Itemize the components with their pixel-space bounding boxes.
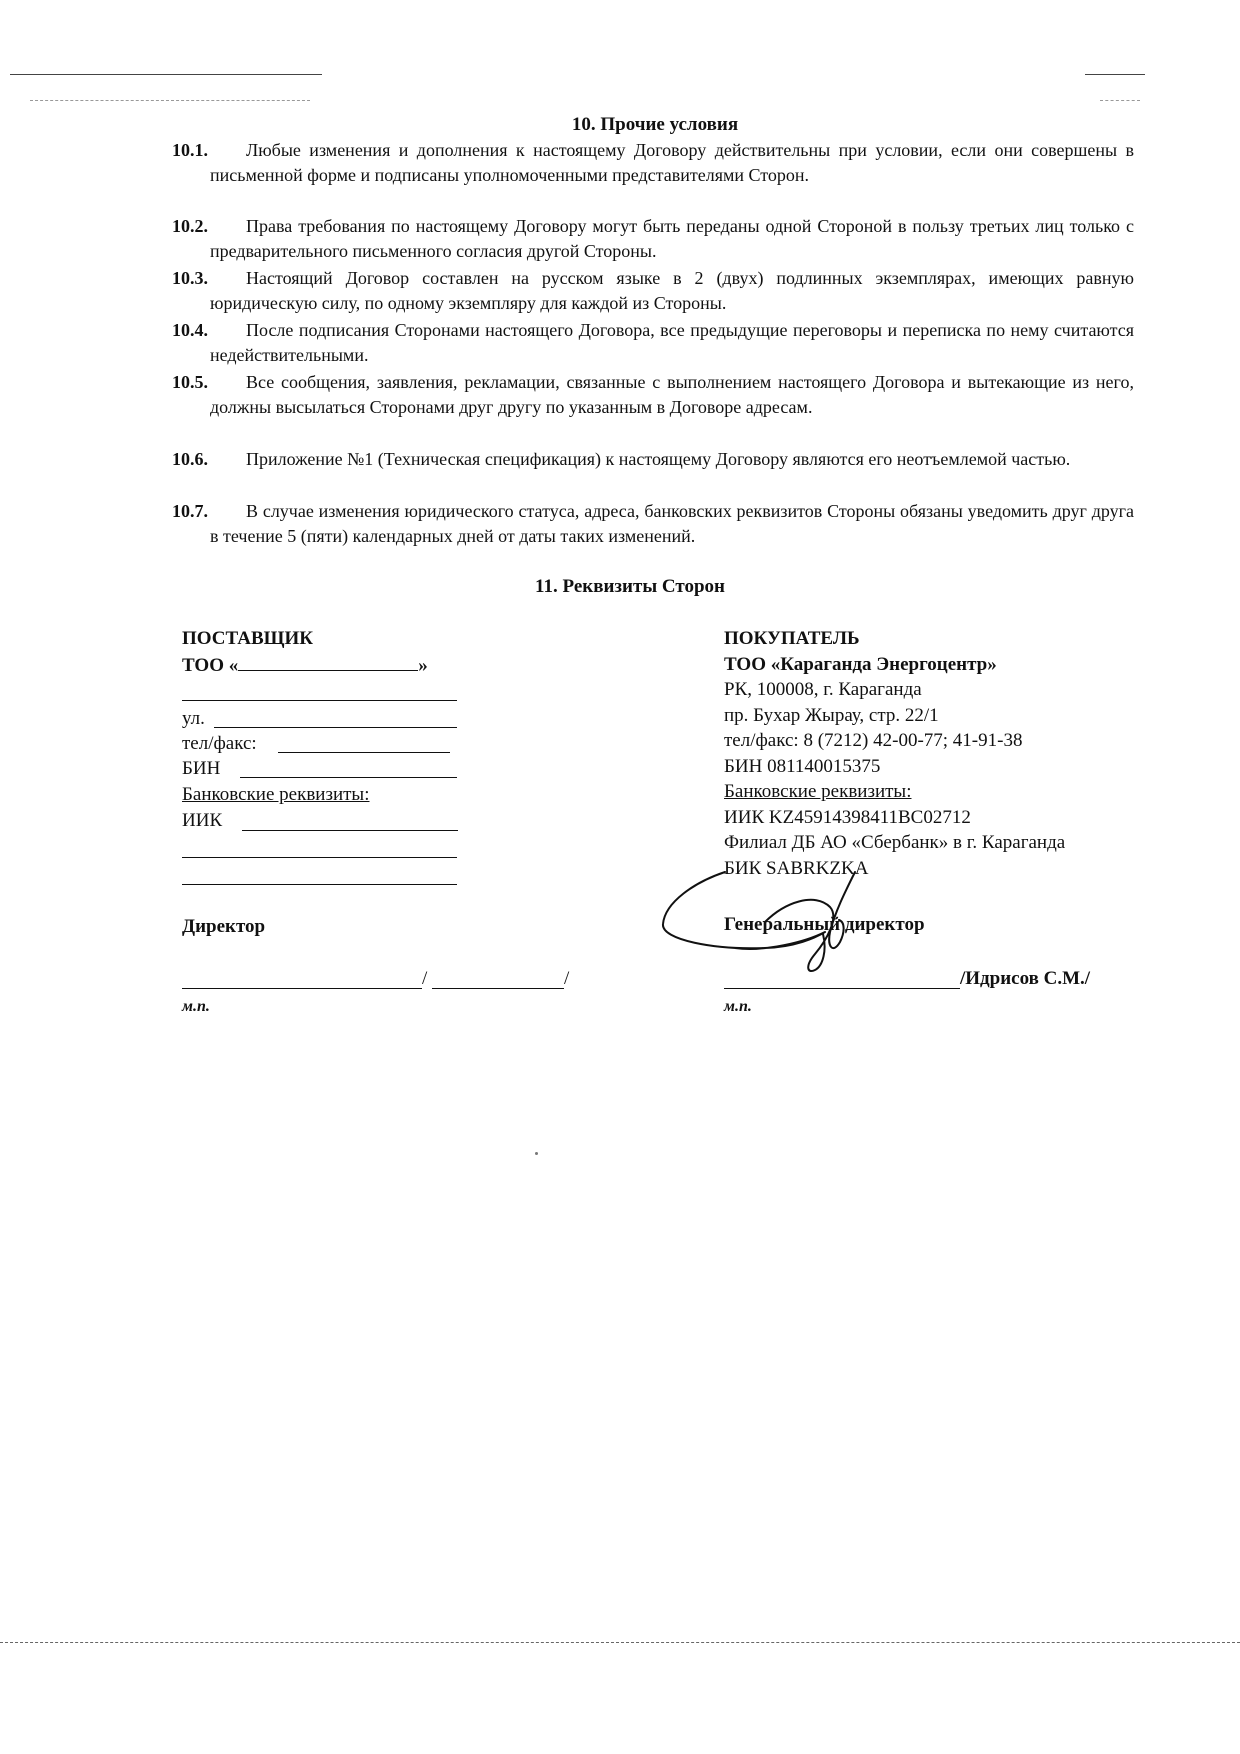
scan-artifact-line <box>0 1642 1240 1643</box>
phone-label: тел/факс: <box>182 733 257 754</box>
blank-line <box>182 700 457 701</box>
phone-field[interactable] <box>278 752 450 753</box>
supplier-iik-row <box>182 808 222 834</box>
clause-10-6 <box>172 447 1134 472</box>
buyer-phone: тел/факс: 8 (7212) 42-00-77; 41-91-38 <box>724 730 1023 751</box>
bin-label: БИН <box>182 758 221 779</box>
blank-line <box>182 857 457 858</box>
buyer-address-line2: пр. Бухар Жырау, стр. 22/1 <box>724 704 939 726</box>
clause-number: 10.3. <box>172 268 208 288</box>
clause-10-3 <box>172 266 1134 315</box>
clause-10-1 <box>172 138 1134 187</box>
company-suffix: » <box>418 654 428 676</box>
buyer-bik: БИК SABRKZKA <box>724 857 869 879</box>
blank-line <box>182 884 457 885</box>
buyer-signer: /Идрисов С.М./ <box>960 968 1091 989</box>
supplier-street-row <box>182 706 205 732</box>
clause-text: Любые изменения и дополнения к настоящему Договору действительны при условии, если они совершены в письменной форме и подписаны уполномоченными представителями Сторон. <box>210 140 1134 185</box>
clause-text: В случае изменения юридического статуса, адреса, банковских реквизитов Стороны обязаны уведомить друг друга в течение 5 (пяти) календарных дней от даты таких изменений. <box>210 501 1134 546</box>
buyer-director-label: Генеральный директор <box>724 914 925 935</box>
scan-artifact-line <box>10 74 322 75</box>
supplier-bin-row <box>182 756 220 782</box>
clause-number: 10.4. <box>172 320 208 340</box>
supplier-phone-row <box>182 731 257 757</box>
buyer-branch: Филиал ДБ АО «Сбербанк» в г. Караганда <box>724 832 1066 853</box>
buyer-company: ТОО «Караганда Энергоцентр» <box>724 653 997 675</box>
supplier-name-line[interactable] <box>432 988 564 989</box>
company-prefix: ТОО « <box>182 654 239 676</box>
buyer-heading: ПОКУПАТЕЛЬ <box>724 628 860 649</box>
clause-number: 10.6. <box>172 449 208 469</box>
scan-artifact-line <box>30 100 310 101</box>
scan-artifact-line <box>1100 100 1140 101</box>
clause-number: 10.2. <box>172 216 208 236</box>
handwritten-signature <box>655 862 965 982</box>
supplier-signature-line[interactable] <box>182 988 422 989</box>
supplier-heading: ПОСТАВЩИК <box>182 628 314 649</box>
street-label: ул. <box>182 708 205 729</box>
iik-label: ИИК <box>182 810 223 831</box>
sig-slash: / <box>564 968 570 989</box>
company-name-field[interactable] <box>238 652 418 671</box>
buyer-bank-label: Банковские реквизиты: <box>724 781 912 802</box>
clause-10-5 <box>172 370 1134 419</box>
clause-number: 10.1. <box>172 140 208 160</box>
supplier-director-label: Директор <box>182 916 266 937</box>
supplier-stamp-label: м.п. <box>182 998 210 1015</box>
supplier-bank-label: Банковские реквизиты: <box>182 784 370 805</box>
bin-field[interactable] <box>240 777 457 778</box>
street-field[interactable] <box>214 727 457 728</box>
buyer-iik: ИИК KZ45914398411BC02712 <box>724 806 971 828</box>
iik-field[interactable] <box>242 830 458 831</box>
section-11-title: 11. Реквизиты Сторон <box>535 576 725 597</box>
buyer-signature-line <box>724 988 960 989</box>
clause-10-7 <box>172 499 1134 548</box>
clause-text: Все сообщения, заявления, рекламации, связанные с выполнением настоящего Договора и вытекающие из него, должны высылаться Сторонами друг другу по указанным в Договоре адресам. <box>210 372 1134 417</box>
buyer-bin: БИН 081140015375 <box>724 755 881 777</box>
clause-text: Права требования по настоящему Договору могут быть переданы одной Стороной в пользу третьих лиц только с предварительного письменного согласия другой Стороны. <box>210 216 1134 261</box>
supplier-block <box>182 626 482 678</box>
scan-artifact-dot <box>535 1152 538 1155</box>
clause-10-4 <box>172 318 1134 367</box>
clause-number: 10.5. <box>172 372 208 392</box>
clause-10-2 <box>172 214 1134 263</box>
buyer-stamp-label: м.п. <box>724 998 752 1015</box>
clause-text: После подписания Сторонами настоящего Договора, все предыдущие переговоры и переписка по нему считаются недействительными. <box>210 320 1134 365</box>
clause-text: Приложение №1 (Техническая спецификация) к настоящему Договору являются его неотъемлемой частью. <box>246 449 1071 469</box>
clause-text: Настоящий Договор составлен на русском языке в 2 (двух) подлинных экземплярах, имеющих равную юридическую силу, по одному экземпляру для каждой из Стороны. <box>210 268 1134 313</box>
supplier-company <box>182 652 482 679</box>
section-10-title: 10. Прочие условия <box>571 114 739 135</box>
buyer-address-line1: РК, 100008, г. Караганда <box>724 679 922 700</box>
clause-number: 10.7. <box>172 501 208 521</box>
buyer-block <box>724 626 1144 881</box>
scan-artifact-line <box>1085 74 1145 75</box>
sig-slash: / <box>422 968 428 989</box>
